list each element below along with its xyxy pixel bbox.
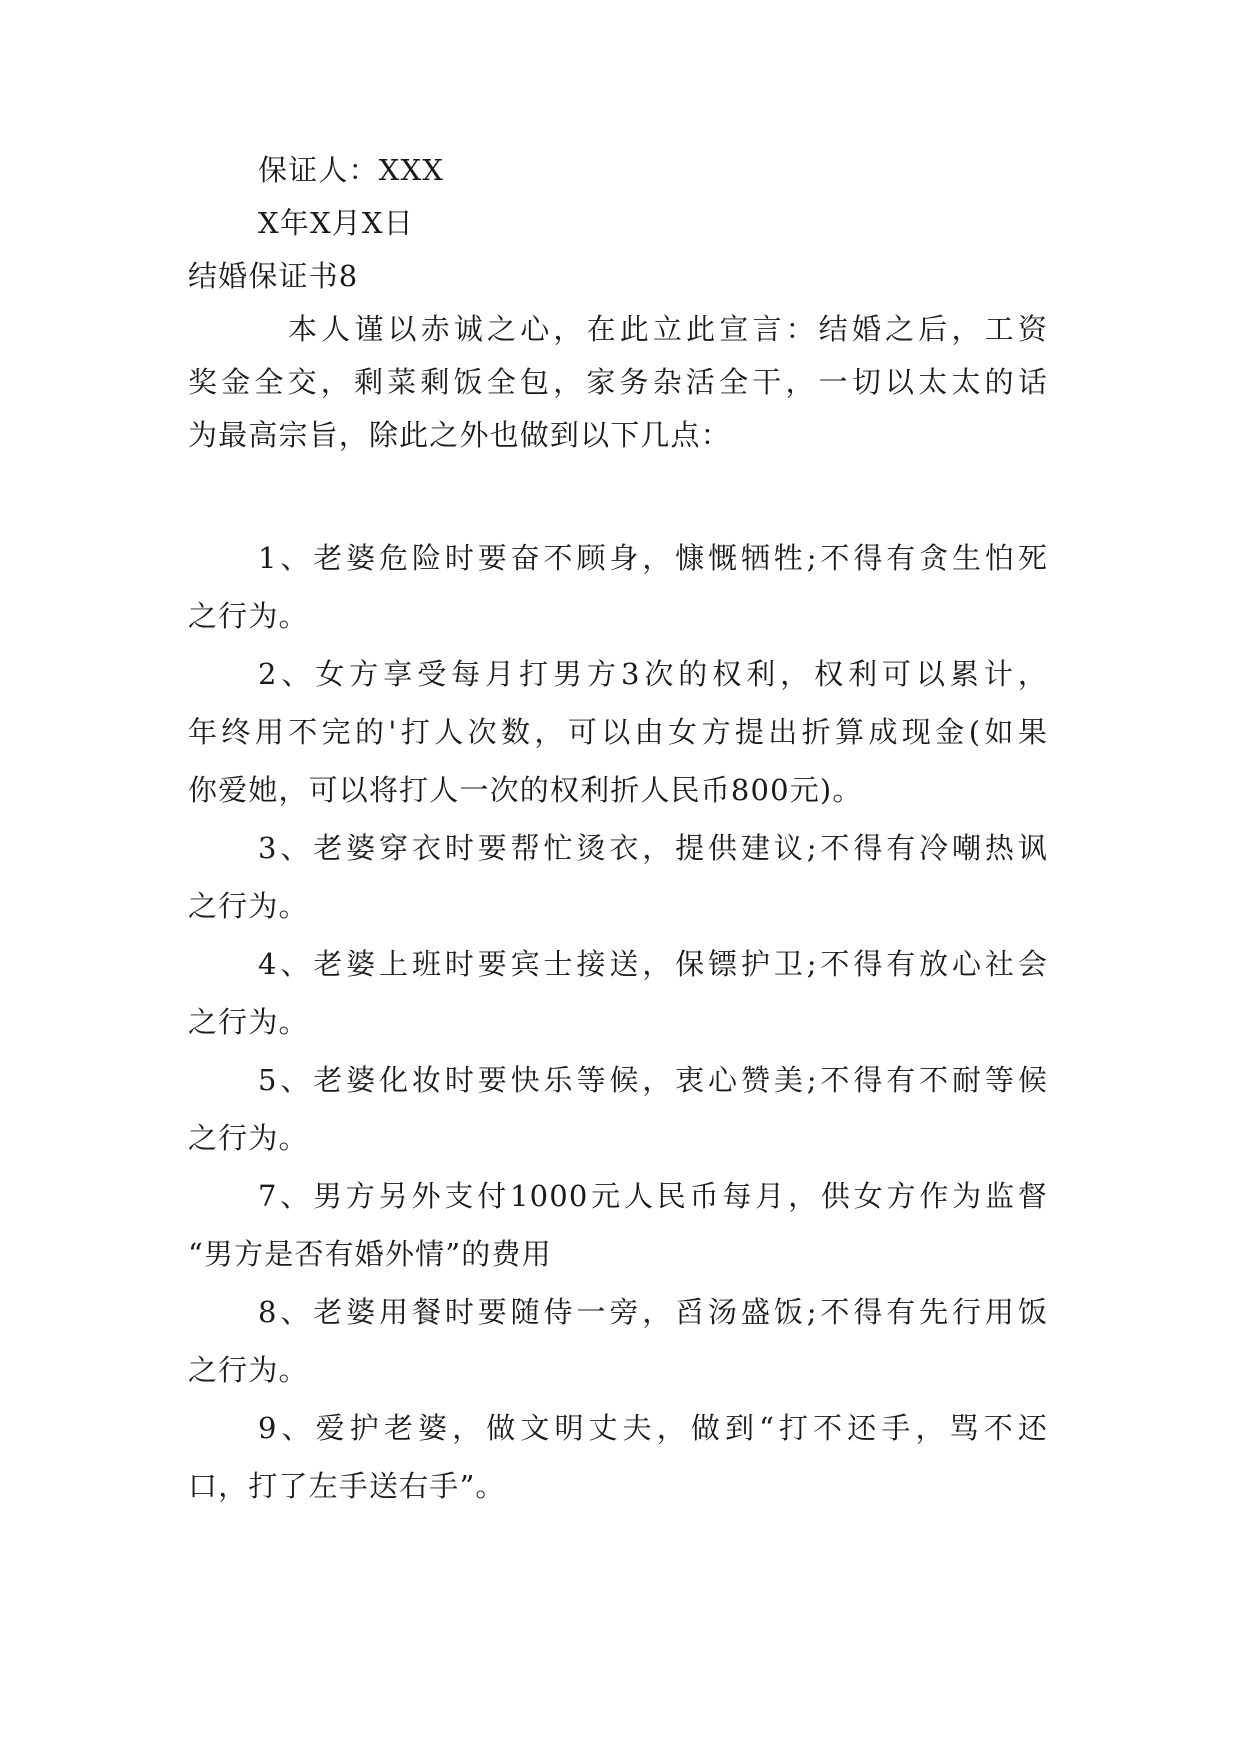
list-item-line: 年终用不完的'打人次数，可以由女方提出折算成现金(如果 — [188, 715, 1048, 749]
list-item-line: 口，打了左手送右手”。 — [188, 1469, 506, 1503]
list-item-line: “男方是否有婚外情”的费用 — [188, 1237, 552, 1271]
list-item-line: 4、老婆上班时要宾士接送，保镖护卫;不得有放心社会 — [258, 947, 1048, 981]
list-item-line: 之行为。 — [188, 1353, 309, 1387]
intro-line: 为最高宗旨，除此之外也做到以下几点： — [188, 418, 731, 452]
list-item-line: 1、老婆危险时要奋不顾身，慷慨牺牲;不得有贪生怕死 — [258, 541, 1048, 575]
list-item-line: 之行为。 — [188, 1121, 309, 1155]
list-item-line: 之行为。 — [188, 889, 309, 923]
intro-line: 本人谨以赤诚之心，在此立此宣言：结婚之后，工资 — [288, 312, 1048, 346]
list-item-line: 8、老婆用餐时要随侍一旁，舀汤盛饭;不得有先行用饭 — [258, 1295, 1048, 1329]
list-item-line: 2、女方享受每月打男方3次的权利，权利可以累计， — [258, 657, 1048, 691]
list-item-line: 你爱她，可以将打人一次的权利折人民币800元)。 — [188, 773, 863, 807]
date-line: X年X月X日 — [258, 206, 414, 240]
intro-line: 奖金全交，剩菜剩饭全包，家务杂活全干，一切以太太的话 — [188, 365, 1048, 399]
list-item-line: 5、老婆化妆时要快乐等候，衷心赞美;不得有不耐等候 — [258, 1063, 1048, 1097]
section-title: 结婚保证书8 — [188, 259, 359, 293]
signature-line: 保证人：XXX — [258, 153, 445, 187]
list-item-line: 7、男方另外支付1000元人民币每月，供女方作为监督 — [258, 1179, 1048, 1213]
list-item-line: 之行为。 — [188, 1005, 309, 1039]
list-item-line: 之行为。 — [188, 599, 309, 633]
list-item-line: 3、老婆穿衣时要帮忙烫衣，提供建议;不得有冷嘲热讽 — [258, 831, 1048, 865]
list-item-line: 9、爱护老婆，做文明丈夫，做到“打不还手，骂不还 — [258, 1411, 1048, 1445]
